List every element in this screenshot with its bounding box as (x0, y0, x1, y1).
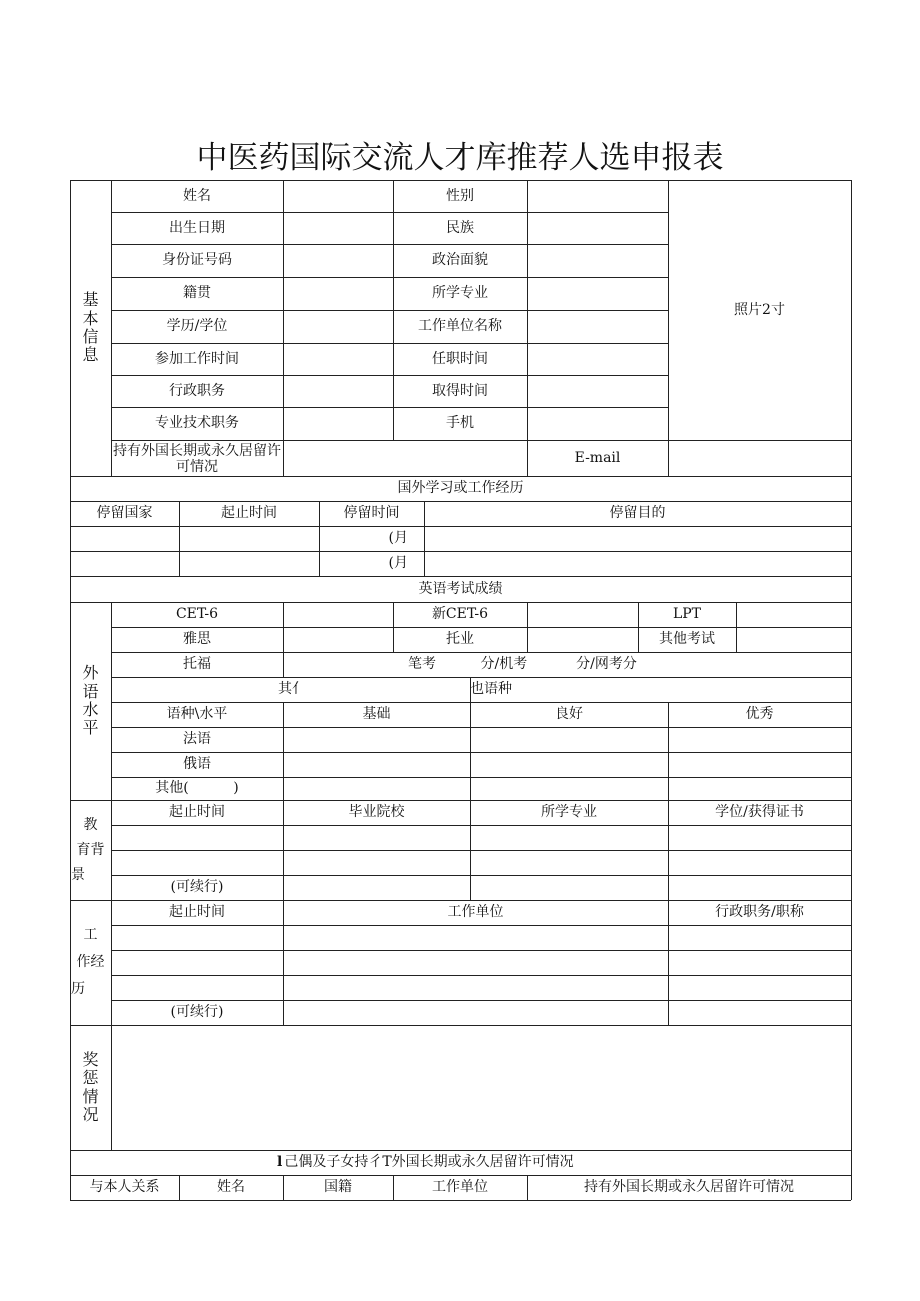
work-input[interactable] (283, 950, 668, 975)
awards-input[interactable] (111, 1025, 851, 1150)
family-col-header: 姓名 (217, 1179, 245, 1196)
lang-level-input[interactable] (470, 777, 668, 800)
exam-label: CET-6 (175, 606, 219, 623)
basic-label: 学历/学位 (166, 318, 228, 335)
level-col-header: 优秀 (745, 706, 774, 723)
basic-input[interactable] (283, 277, 393, 310)
education-input[interactable] (668, 850, 851, 875)
family-col-header: 国籍 (324, 1179, 352, 1196)
section-awards (70, 1025, 111, 1150)
section-basic-info-text: 基本信息 (82, 291, 99, 365)
basic-label: 工作单位名称 (418, 318, 502, 335)
basic-label: 行政职务 (169, 382, 225, 399)
work-input[interactable] (668, 1000, 851, 1025)
photo-box[interactable]: 照片2寸 (734, 301, 785, 318)
basic-input[interactable] (527, 180, 668, 212)
exam-score[interactable] (283, 627, 393, 652)
education-label-part: 景 (71, 866, 85, 883)
basic-label: 出生日期 (169, 219, 225, 236)
education-input[interactable] (668, 875, 851, 900)
abroad-col-header: 停留目的 (609, 505, 666, 522)
abroad-header: 国外学习或工作经历 (397, 480, 524, 497)
basic-input[interactable] (527, 212, 668, 244)
lang-level-input[interactable] (668, 752, 851, 777)
level-col-header: 基础 (362, 706, 391, 723)
abroad-input[interactable] (179, 526, 319, 551)
basic-label: 姓名 (183, 187, 211, 204)
work-input[interactable] (111, 950, 283, 975)
work-label-part: 历 (71, 981, 85, 997)
abroad-input[interactable] (70, 551, 179, 576)
continue-hint: (可续行) (170, 879, 224, 896)
education-input[interactable] (470, 875, 668, 900)
basic-input[interactable] (283, 180, 393, 212)
lang-label: 法语 (183, 731, 211, 748)
education-col-header: 学位/获得证书 (715, 804, 804, 821)
work-label-part: 工 (83, 927, 98, 943)
work-col-header: 起止时间 (169, 904, 225, 921)
basic-input[interactable] (527, 343, 668, 375)
other-lang-header: 也语种 (470, 681, 512, 698)
education-label-part: 育背 (76, 841, 105, 858)
education-input[interactable] (283, 875, 470, 900)
basic-label: 民族 (446, 219, 474, 236)
form-title: 中医药国际交流人才库推荐人选申报表 (196, 140, 724, 176)
level-col-header: 良好 (555, 706, 583, 723)
basic-label: 身份证号码 (162, 252, 232, 269)
basic-label: 手机 (446, 415, 474, 432)
work-input[interactable] (668, 925, 851, 950)
abroad-input[interactable] (179, 551, 319, 576)
exam-score[interactable] (527, 602, 638, 627)
family-col-header: 工作单位 (432, 1179, 488, 1196)
work-col-header: 行政职务/职称 (715, 904, 804, 921)
education-input[interactable] (283, 850, 470, 875)
residence-input[interactable] (283, 440, 527, 476)
basic-input[interactable] (527, 407, 668, 440)
basic-input[interactable] (527, 375, 668, 407)
abroad-col-header: 起止时间 (221, 505, 277, 522)
other-lang-header: 其亻 (278, 681, 306, 698)
basic-input[interactable] (283, 407, 393, 440)
lang-level-input[interactable] (668, 777, 851, 800)
work-input[interactable] (283, 1000, 668, 1025)
exam-label: 雅思 (183, 631, 211, 648)
email-input[interactable] (668, 440, 851, 476)
month-suffix[interactable]: (月 (388, 530, 408, 547)
family-header-a: l (277, 1154, 283, 1171)
exam-label: LPT (672, 606, 702, 623)
basic-input[interactable] (527, 277, 668, 310)
abroad-col-header: 停留时间 (343, 505, 400, 522)
basic-input[interactable] (283, 212, 393, 244)
education-col-header: 所学专业 (541, 804, 597, 821)
lang-level-input[interactable] (470, 727, 668, 752)
basic-input[interactable] (283, 375, 393, 407)
basic-label: 任职时间 (432, 350, 488, 367)
lang-label: 俄语 (183, 756, 211, 773)
education-input[interactable] (283, 825, 470, 850)
basic-label: 取得时间 (432, 382, 488, 399)
education-input[interactable] (111, 825, 283, 850)
work-input[interactable] (668, 950, 851, 975)
exam-score[interactable] (736, 602, 851, 627)
lang-level-input[interactable] (470, 752, 668, 777)
education-input[interactable] (470, 825, 668, 850)
exam-label: 托福 (183, 656, 211, 673)
exam-label: 其他考试 (659, 631, 715, 648)
lang-label: 其他( ) (155, 780, 239, 797)
education-input[interactable] (668, 825, 851, 850)
lang-level-input[interactable] (668, 727, 851, 752)
family-col-header: 与本人关系 (89, 1179, 160, 1196)
education-col-header: 起止时间 (169, 804, 225, 821)
work-col-header: 工作单位 (447, 904, 504, 921)
education-input[interactable] (111, 850, 283, 875)
abroad-input[interactable] (424, 526, 851, 551)
education-col-header: 毕业院校 (348, 804, 405, 821)
education-input[interactable] (470, 850, 668, 875)
work-input[interactable] (111, 975, 283, 1000)
abroad-col-header: 停留国家 (96, 505, 153, 522)
lang-level-input[interactable] (283, 752, 470, 777)
family-header-b: 己偶及子女持彳 (284, 1154, 383, 1171)
abroad-input[interactable] (70, 526, 179, 551)
section-basic-info (70, 180, 111, 476)
basic-label: 性别 (446, 187, 474, 204)
section-education (70, 800, 111, 900)
exam-label: 新CET-6 (431, 606, 489, 623)
work-input[interactable] (668, 975, 851, 1000)
level-col-header: 语种\水平 (166, 706, 228, 723)
family-col-header: 持有外国长期或永久居留许可情况 (584, 1179, 794, 1196)
basic-label: 所学专业 (432, 285, 488, 302)
education-label-part: 教 (83, 816, 98, 833)
basic-label: 政治面貌 (432, 252, 488, 269)
work-label-part: 作经 (76, 954, 105, 970)
email-label: E-mail (574, 449, 621, 466)
section-foreign-language (70, 602, 111, 800)
basic-input[interactable] (527, 310, 668, 343)
basic-label: 籍贯 (183, 285, 211, 302)
family-header-c: T外国长期或永久居留许可情况 (382, 1154, 574, 1171)
work-input[interactable] (283, 975, 668, 1000)
work-input[interactable] (111, 925, 283, 950)
exam-label: 托业 (446, 631, 474, 648)
basic-input[interactable] (283, 244, 393, 277)
basic-label: 参加工作时间 (155, 350, 239, 367)
section-foreign-language-text: 外语水平 (82, 664, 99, 738)
basic-input[interactable] (527, 244, 668, 277)
lang-level-input[interactable] (283, 777, 470, 800)
residence-label: 持有外国长期或永久居留许可情况 (113, 443, 281, 476)
work-input[interactable] (283, 925, 668, 950)
month-suffix[interactable]: (月 (388, 555, 408, 572)
family-header (70, 1150, 851, 1175)
continue-hint: (可续行) (170, 1004, 224, 1021)
section-awards-text: 奖惩情况 (82, 1050, 99, 1124)
english-header: 英语考试成绩 (418, 580, 503, 597)
exam-score[interactable] (283, 602, 393, 627)
basic-label: 专业技术职务 (155, 415, 239, 432)
exam-score[interactable] (736, 627, 851, 652)
exam-score[interactable] (527, 627, 638, 652)
section-work (70, 900, 111, 1025)
abroad-input[interactable] (424, 551, 851, 576)
lang-level-input[interactable] (283, 727, 470, 752)
basic-input[interactable] (283, 343, 393, 375)
basic-input[interactable] (283, 310, 393, 343)
toefl-scores[interactable]: 笔考 分/机考 分/网考分 (408, 656, 637, 673)
